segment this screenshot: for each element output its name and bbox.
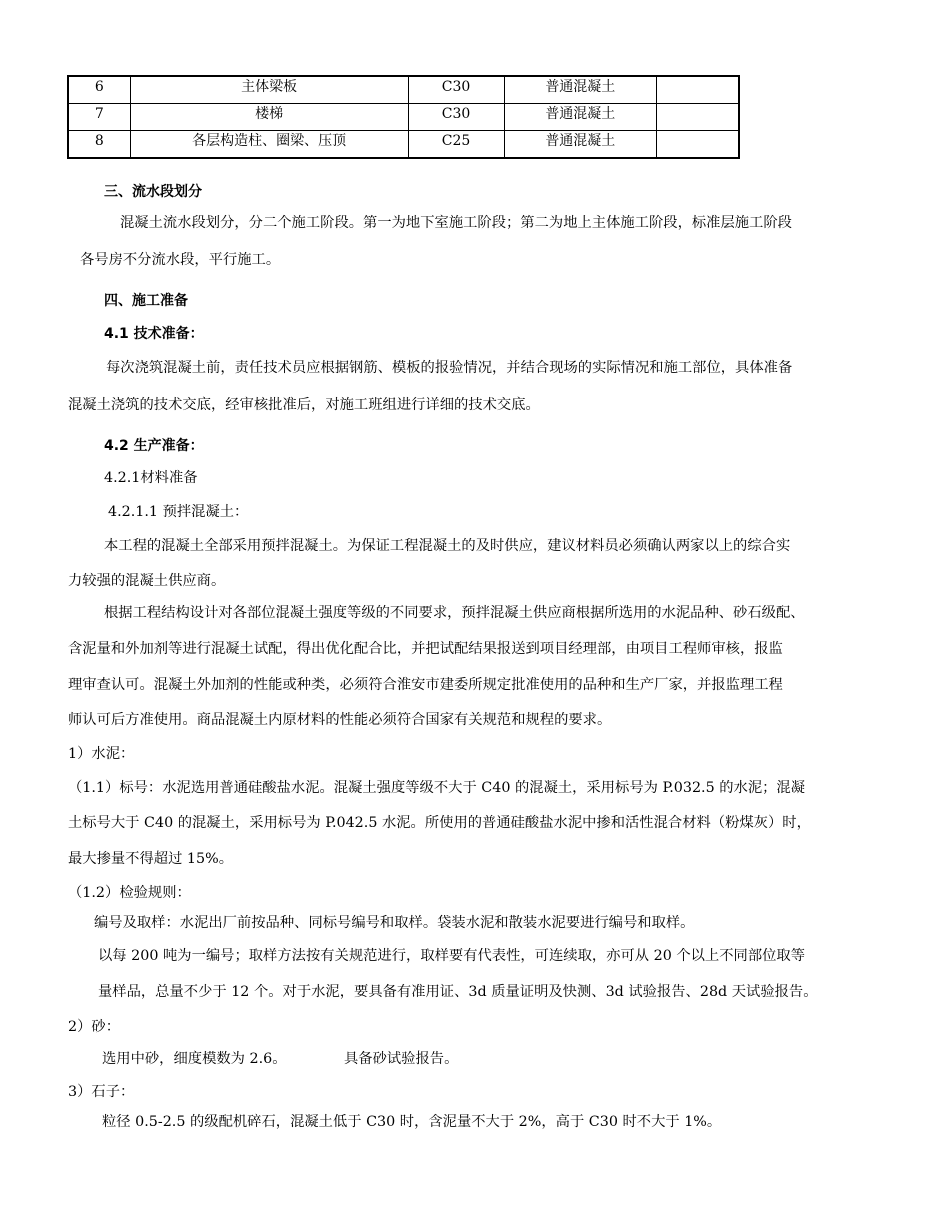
table-cell: 普通混凝土 <box>504 131 657 159</box>
table-cell: 普通混凝土 <box>504 76 657 104</box>
table-cell <box>657 131 739 159</box>
table-cell: C30 <box>408 76 504 104</box>
table-cell: 8 <box>68 131 130 159</box>
paragraph-line: 理审查认可。混凝土外加剂的性能或种类，必须符合淮安市建委所规定批准使用的品种和生产厂家，并报监理工程 <box>68 677 783 693</box>
table-cell: 楼梯 <box>130 104 408 131</box>
paragraph-line: 粒径 0.5-2.5 的级配机碎石，混凝土低于 C30 时，含泥量不大于 2%，高于 C30 时不大于 1%。 <box>102 1114 722 1130</box>
section-heading: 三、流水段划分 <box>104 184 202 200</box>
subsection-heading: 4.1 技术准备： <box>104 326 204 342</box>
paragraph-line: 含泥量和外加剂等进行混凝土试配，得出优化配合比，并把试配结果报送到项目经理部，由项目工程师审核，报监 <box>68 641 783 657</box>
subsection-heading: 4.2.1材料准备 <box>104 470 198 486</box>
paragraph-line: 每次浇筑混凝土前，责任技术员应根据钢筋、模板的报验情况，并结合现场的实际情况和施工部位，具体准备 <box>106 360 793 376</box>
table-cell: 普通混凝土 <box>504 104 657 131</box>
paragraph-line: 最大掺量不得超过 15%。 <box>68 851 233 867</box>
table-cell: C25 <box>408 131 504 159</box>
paragraph-line: 力较强的混凝土供应商。 <box>68 573 226 589</box>
table-cell: 各层构造柱、圈梁、压顶 <box>130 131 408 159</box>
table-cell <box>657 104 739 131</box>
list-heading: 1）水泥： <box>68 746 135 762</box>
paragraph-line: 以每 200 吨为一编号；取样方法按有关规范进行，取样要有代表性，可连续取，亦可从 20 个以上不同部位取等 <box>98 948 806 964</box>
subsection-heading: 4.2 生产准备： <box>104 438 204 454</box>
list-heading: 2）砂： <box>68 1019 120 1035</box>
paragraph-line: （1.1）标号：水泥选用普通硅酸盐水泥。混凝土强度等级不大于 C40 的混凝土，采用标号为 P.032.5 的水泥；混凝 <box>68 780 806 796</box>
paragraph-line: 混凝土流水段划分，分二个施工阶段。第一为地下室施工阶段；第二为地上主体施工阶段，标准层施工阶段 <box>120 215 792 231</box>
subsection-heading: 4.2.1.1 预拌混凝土： <box>108 504 249 520</box>
table-cell: 6 <box>68 76 130 104</box>
table-cell: C30 <box>408 104 504 131</box>
list-heading: （1.2）检验规则： <box>68 885 191 901</box>
paragraph-line: 本工程的混凝土全部采用预拌混凝土。为保证工程混凝土的及时供应，建议材料员必须确认两家以上的综合实 <box>104 538 791 554</box>
table-cell: 7 <box>68 104 130 131</box>
paragraph-line: 混凝土浇筑的技术交底，经审核批准后，对施工班组进行详细的技术交底。 <box>68 397 540 413</box>
concrete-grade-table <box>67 75 740 159</box>
table-cell: 主体梁板 <box>130 76 408 104</box>
paragraph-line: 具备砂试验报告。 <box>344 1051 459 1067</box>
table-row <box>68 104 739 131</box>
paragraph-line: 编号及取样：水泥出厂前按品种、同标号编号和取样。袋装水泥和散装水泥要进行编号和取样。 <box>94 915 695 931</box>
paragraph-line: 师认可后方准使用。商品混凝土内原材料的性能必须符合国家有关规范和规程的要求。 <box>68 712 612 728</box>
table-cell <box>657 76 739 104</box>
paragraph-line: 选用中砂，细度模数为 2.6。 <box>102 1051 287 1067</box>
paragraph-line: 量样品，总量不少于 12 个。对于水泥，要具备有准用证、3d 质量证明及快测、3d 试验报告、28d 天试验报告。 <box>98 984 818 1000</box>
table-row <box>68 131 739 159</box>
table-row <box>68 76 739 104</box>
paragraph-line: 土标号大于 C40 的混凝土，采用标号为 P.042.5 水泥。所使用的普通硅酸盐水泥中掺和活性混合材料（粉煤灰）时， <box>68 815 811 831</box>
paragraph-line: 根据工程结构设计对各部位混凝土强度等级的不同要求，预拌混凝土供应商根据所选用的水泥品种、砂石级配、 <box>104 605 805 621</box>
paragraph-line: 各号房不分流水段，平行施工。 <box>80 252 281 268</box>
section-heading: 四、施工准备 <box>104 293 188 309</box>
list-heading: 3）石子： <box>68 1084 135 1100</box>
